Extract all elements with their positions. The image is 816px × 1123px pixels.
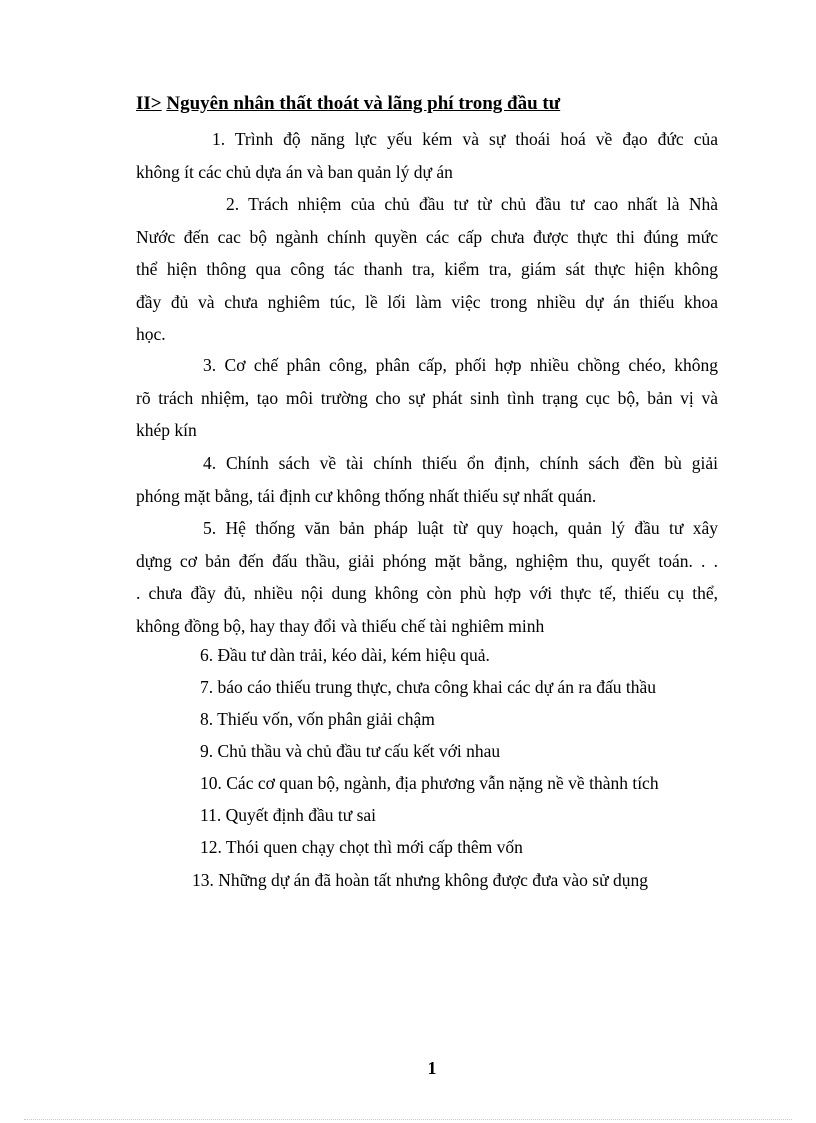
list-item-line: 3. Cơ chế phân công, phân cấp, phối hợp nhiều chồng chéo, không [203, 355, 718, 375]
list-item-line: học. [136, 324, 166, 344]
list-item-line: . chưa đầy đủ, nhiều nội dung không còn phù hợp với thực tế, thiếu cụ thể, [136, 583, 718, 603]
list-item-10: 10. Các cơ quan bộ, ngành, địa phương vẫn nặng nề về thành tích [200, 773, 659, 793]
list-item-13: 13. Những dự án đã hoàn tất nhưng không được đưa vào sử dụng [192, 870, 648, 890]
list-item-4 [136, 447, 718, 512]
list-item-7: 7. báo cáo thiếu trung thực, chưa công khai các dự án ra đấu thầu [200, 677, 657, 697]
list-item-2 [136, 188, 718, 351]
page-number: 1 [427, 1058, 437, 1078]
list-item-line: đầy đủ và chưa nghiêm túc, lề lối làm việc trong nhiều dự án thiếu khoa [136, 291, 718, 312]
page-bottom-rule [24, 1119, 792, 1120]
list-item-5 [136, 512, 718, 642]
list-item-line: 2. Trách nhiệm của chủ đầu tư từ chủ đầu tư cao nhất là Nhà [226, 194, 718, 214]
list-item-line: 1. Trình độ năng lực yếu kém và sự thoái hoá về đạo đức của [212, 129, 718, 149]
list-item-line: không ít các chủ dựa án và ban quản lý dự án [136, 161, 453, 182]
list-item-3 [136, 349, 718, 447]
list-item-line: Nước đến cac bộ ngành chính quyền các cấp chưa được thực thi đúng mức [136, 226, 718, 247]
list-item-11: 11. Quyết định đầu tư sai [200, 805, 377, 825]
section-title: Nguyên nhân thất thoát và lãng phí trong đầu tư [166, 93, 561, 114]
list-item-line: không đồng bộ, hay thay đổi và thiếu chế tài nghiêm minh [136, 615, 545, 636]
list-item-line: khép kín [136, 420, 197, 440]
list-item-9: 9. Chủ thầu và chủ đầu tư cấu kết với nhau [200, 741, 501, 761]
list-item-1 [136, 123, 718, 188]
section-number: II> [136, 93, 162, 114]
list-item-line: thể hiện thông qua công tác thanh tra, kiểm tra, giám sát thực hiện không [136, 259, 718, 279]
list-item-line: rõ trách nhiệm, tạo môi trường cho sự phát sinh tình trạng cục bộ, bản vị và [136, 387, 718, 408]
list-item-line: phóng mặt bằng, tái định cư không thống nhất thiếu sự nhất quán. [136, 485, 597, 506]
section-heading [136, 93, 560, 115]
list-item-8: 8. Thiếu vốn, vốn phân giải chậm [200, 709, 435, 729]
list-item-12: 12. Thói quen chạy chọt thì mới cấp thêm vốn [200, 837, 523, 857]
list-item-line: 4. Chính sách về tài chính thiếu ổn định, chính sách đền bù giải [203, 453, 718, 473]
list-item-line: dựng cơ bản đến đấu thầu, giải phóng mặt bằng, nghiệm thu, quyết toán. . . [136, 550, 718, 571]
list-item-line: 5. Hệ thống văn bản pháp luật từ quy hoạch, quản lý đầu tư xây [203, 518, 718, 538]
list-item-6: 6. Đầu tư dàn trải, kéo dài, kém hiệu quả. [200, 645, 490, 665]
